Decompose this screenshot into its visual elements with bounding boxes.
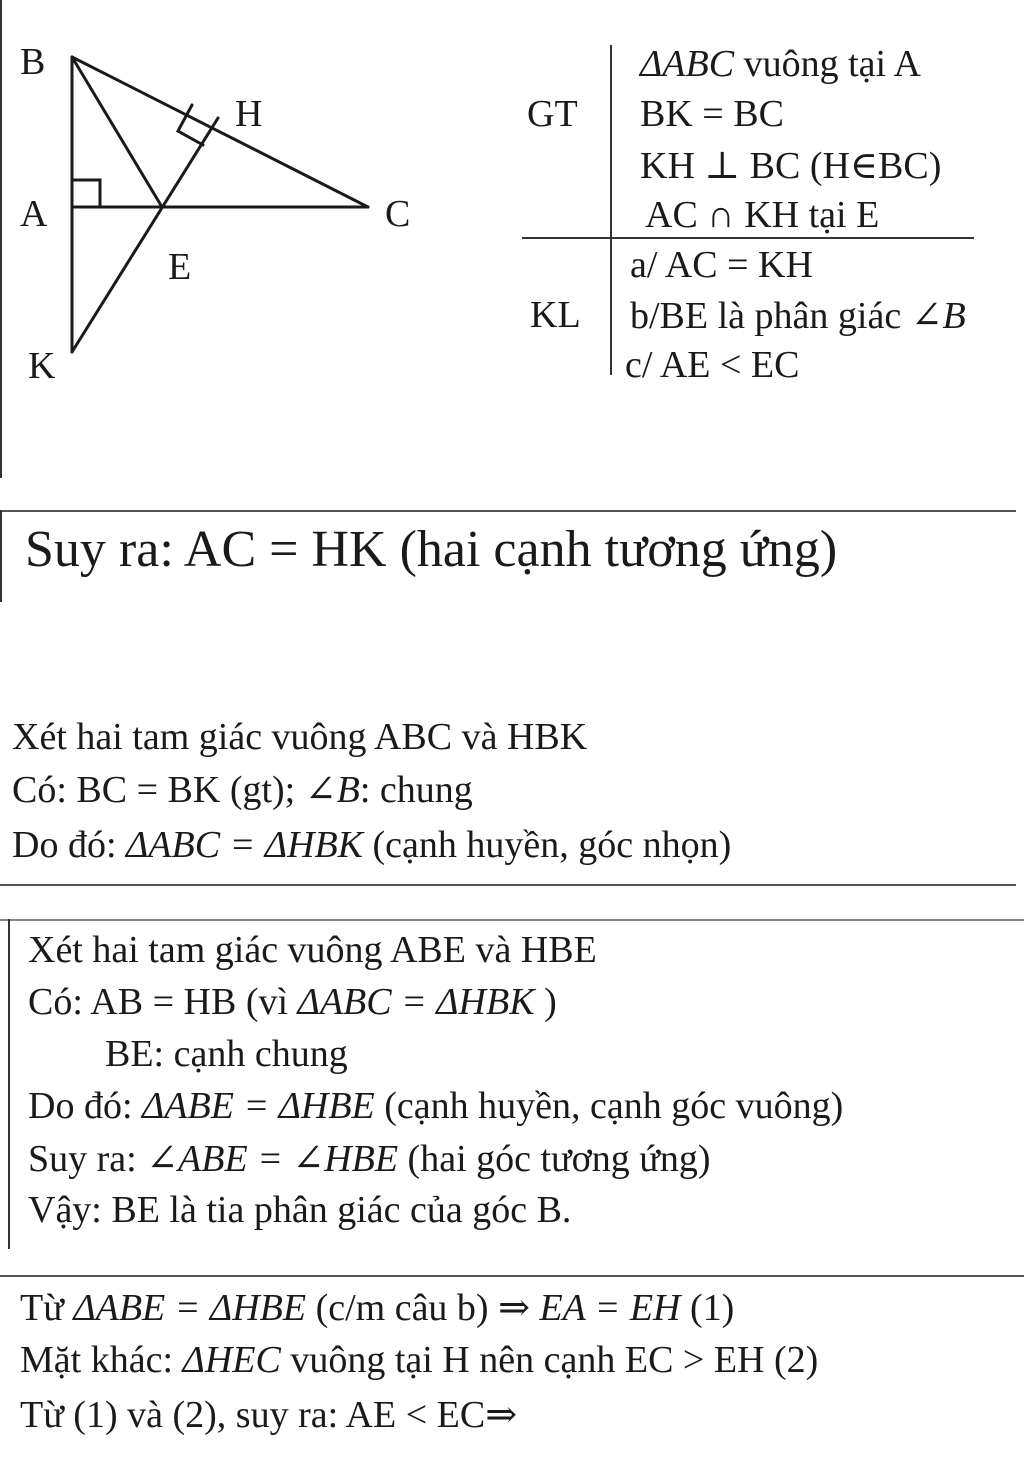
part-c-line-2-post: vuông tại H nên cạnh EC > EH (2) — [280, 1339, 819, 1381]
part-b-line-5 — [28, 1136, 711, 1181]
point-label-a: A — [20, 193, 48, 235]
right-angle-a — [72, 180, 100, 207]
part-a-line-2-text: Có: BC = BK (gt); — [12, 769, 305, 811]
gt-line-1-text: vuông tại A — [734, 43, 921, 85]
gt-line-1-math: ΔABC — [640, 43, 735, 85]
part-b-line-4-post: (cạnh huyền, cạnh góc vuông) — [374, 1085, 844, 1127]
kl-line-2 — [630, 293, 966, 338]
divider-b-top — [0, 884, 1016, 886]
part-c-line-1-post: (1) — [680, 1287, 735, 1329]
part-b-line-6: Vậy: BE là tia phân giác của góc B. — [28, 1189, 572, 1231]
gt-line-3: KH ⊥ BC (H∈BC) — [640, 145, 942, 187]
point-label-e: E — [168, 246, 192, 288]
part-b-line-2-post: ) — [534, 981, 557, 1023]
gtkl-vertical-rule — [610, 45, 612, 375]
part-b-line-2-math: ΔABC = ΔHBK — [297, 981, 535, 1023]
point-label-c: C — [385, 193, 411, 235]
part-a-line-3-text: Do đó: — [12, 824, 126, 866]
part-b-left-border — [8, 919, 10, 1249]
kl-label: KL — [530, 294, 581, 336]
part-b-line-4 — [28, 1084, 843, 1128]
kl-line-2-text: b/BE là phân giác — [630, 295, 911, 337]
divider-b — [0, 919, 1024, 921]
part-a-line-1: Xét hai tam giác vuông ABC và HBK — [12, 716, 588, 758]
part-b-line-4-math: ΔABE = ΔHBE — [142, 1085, 375, 1127]
part-c-line-1-math2: EA = EH — [539, 1287, 681, 1329]
part-a-line-2-post: : chung — [359, 769, 473, 811]
gt-line-4: AC ∩ KH tại E — [645, 194, 880, 236]
part-b-line-1: Xét hai tam giác vuông ABE và HBE — [28, 929, 597, 971]
part-a-result: Suy ra: AC = HK (hai cạnh tương ứng) — [25, 521, 838, 578]
part-b-line-5-text: Suy ra: — [28, 1138, 147, 1180]
point-label-k: K — [28, 345, 56, 387]
part-b-line-3: BE: cạnh chung — [105, 1033, 348, 1075]
part-c-line-3: Từ (1) và (2), suy ra: AE < EC⇒ — [20, 1394, 518, 1436]
part-b-line-2 — [28, 980, 557, 1024]
divider-a — [0, 510, 1016, 512]
part-c-line-1 — [20, 1285, 734, 1330]
point-label-h: H — [235, 93, 263, 135]
part-a-line-2 — [12, 767, 473, 812]
part-a-line-3-post: (cạnh huyền, góc nhọn) — [363, 824, 732, 866]
part-c-line-2-math: ΔHEC — [182, 1339, 281, 1381]
left-border — [0, 0, 2, 478]
kl-line-1: a/ AC = KH — [630, 244, 813, 286]
part-a-line-2-math: ∠B — [304, 769, 360, 811]
part-b-line-5-math: ∠ABE = ∠HBE — [146, 1138, 399, 1180]
kl-line-2-math: ∠B — [910, 295, 966, 337]
gt-line-1 — [640, 42, 921, 86]
part-c-line-2-text: Mặt khác: — [20, 1339, 183, 1381]
part-a-line-3 — [12, 823, 731, 867]
divider-c — [0, 1275, 1024, 1277]
part-c-line-1-mid: (c/m câu b) ⇒ — [306, 1287, 540, 1329]
segment-kh — [72, 118, 218, 352]
result-left-border — [0, 510, 2, 602]
part-a-line-3-math: ΔABC = ΔHBK — [126, 824, 364, 866]
kl-line-3: c/ AE < EC — [625, 344, 800, 386]
part-b-line-2-text: Có: AB = HB (vì — [28, 981, 298, 1023]
gtkl-horizontal-rule — [522, 237, 974, 239]
gt-label: GT — [527, 93, 578, 135]
part-c-line-2 — [20, 1338, 818, 1382]
part-b-line-4-text: Do đó: — [28, 1085, 142, 1127]
part-b-line-5-post: (hai góc tương ứng) — [398, 1138, 711, 1180]
part-c-line-1-text: Từ — [20, 1287, 74, 1329]
part-c-line-1-math: ΔABE = ΔHBE — [73, 1287, 307, 1329]
point-label-b: B — [20, 41, 46, 83]
gt-line-2: BK = BC — [640, 93, 784, 135]
